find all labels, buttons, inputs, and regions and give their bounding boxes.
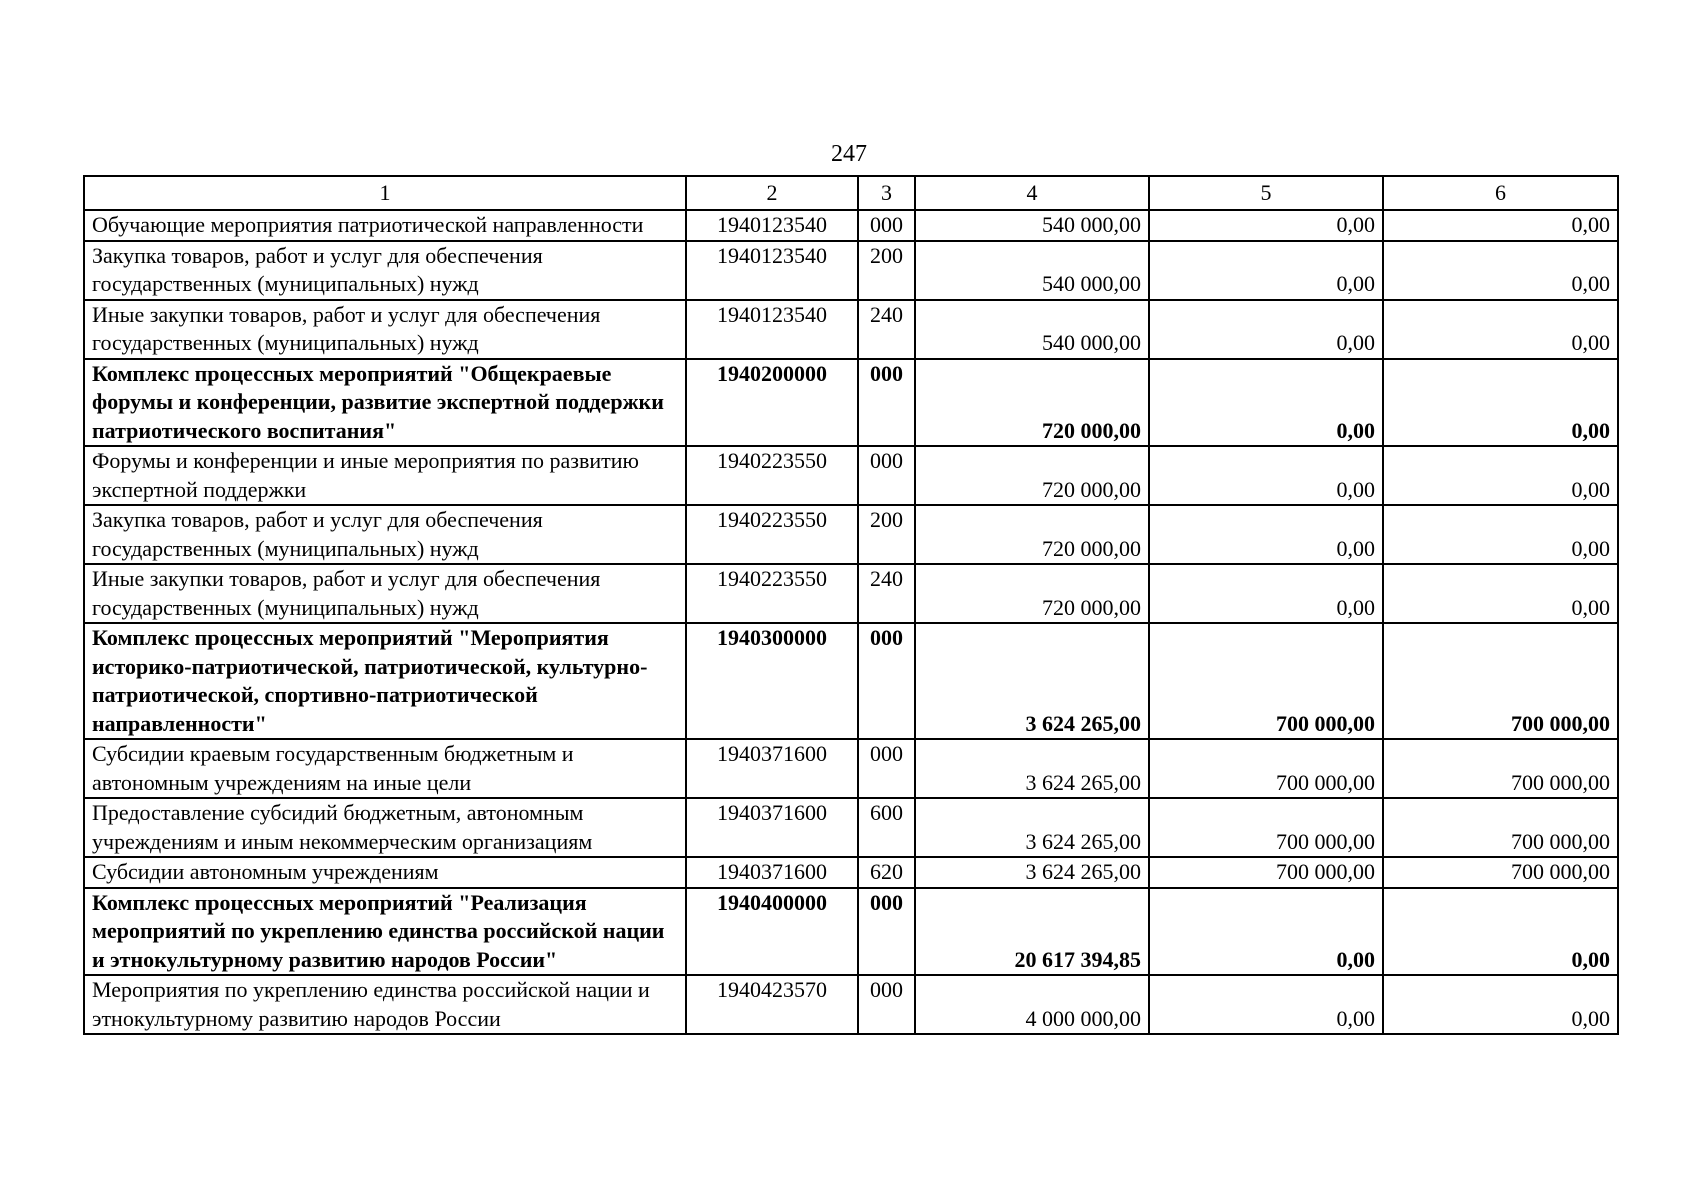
amount-column-5-cell: 0,00 [1149, 564, 1383, 623]
amount-column-5-cell: 700 000,00 [1149, 857, 1383, 888]
expense-type-cell: 200 [858, 505, 915, 564]
amount-column-6-cell: 700 000,00 [1383, 857, 1618, 888]
budget-table [83, 175, 1619, 1035]
amount-column-6-cell: 700 000,00 [1383, 798, 1618, 857]
expense-type-cell: 000 [858, 210, 915, 241]
amount-column-5-cell: 0,00 [1149, 210, 1383, 241]
table-row-group [84, 888, 1618, 976]
amount-column-4-cell: 3 624 265,00 [915, 739, 1149, 798]
target-article-code-cell: 1940371600 [686, 798, 858, 857]
table-row-group [84, 359, 1618, 447]
amount-column-4-cell: 3 624 265,00 [915, 798, 1149, 857]
target-article-code-cell: 1940123540 [686, 300, 858, 359]
row-name-cell: Закупка товаров, работ и услуг для обеспечения государственных (муниципальных) нужд [84, 505, 686, 564]
row-name-cell: Закупка товаров, работ и услуг для обеспечения государственных (муниципальных) нужд [84, 241, 686, 300]
row-name-cell: Субсидии автономным учреждениям [84, 857, 686, 888]
amount-column-4-cell: 3 624 265,00 [915, 857, 1149, 888]
amount-column-5-cell: 700 000,00 [1149, 798, 1383, 857]
amount-column-4-cell: 720 000,00 [915, 505, 1149, 564]
amount-column-4-cell: 3 624 265,00 [915, 623, 1149, 739]
expense-type-cell: 240 [858, 300, 915, 359]
table-row [84, 564, 1618, 623]
table-row [84, 857, 1618, 888]
amount-column-6-cell: 0,00 [1383, 210, 1618, 241]
column-header: 5 [1149, 176, 1383, 210]
amount-column-5-cell: 0,00 [1149, 505, 1383, 564]
amount-column-4-cell: 20 617 394,85 [915, 888, 1149, 976]
table-row [84, 739, 1618, 798]
amount-column-4-cell: 540 000,00 [915, 210, 1149, 241]
table-row-group [84, 623, 1618, 739]
amount-column-5-cell: 700 000,00 [1149, 739, 1383, 798]
table-row [84, 798, 1618, 857]
row-name-cell: Комплекс процессных мероприятий "Общекраевые форумы и конференции, развитие экспертной поддержки патриотического воспитания" [84, 359, 686, 447]
amount-column-4-cell: 720 000,00 [915, 446, 1149, 505]
amount-column-4-cell: 720 000,00 [915, 564, 1149, 623]
amount-column-6-cell: 0,00 [1383, 564, 1618, 623]
amount-column-4-cell: 720 000,00 [915, 359, 1149, 447]
table-row [84, 210, 1618, 241]
target-article-code-cell: 1940123540 [686, 210, 858, 241]
amount-column-5-cell: 0,00 [1149, 888, 1383, 976]
target-article-code-cell: 1940423570 [686, 975, 858, 1034]
row-name-cell: Иные закупки товаров, работ и услуг для обеспечения государственных (муниципальных) нужд [84, 564, 686, 623]
amount-column-5-cell: 0,00 [1149, 446, 1383, 505]
column-number-header-row [84, 176, 1618, 210]
row-name-cell: Обучающие мероприятия патриотической направленности [84, 210, 686, 241]
table-row [84, 241, 1618, 300]
amount-column-5-cell: 700 000,00 [1149, 623, 1383, 739]
amount-column-6-cell: 0,00 [1383, 446, 1618, 505]
amount-column-6-cell: 0,00 [1383, 241, 1618, 300]
amount-column-6-cell: 700 000,00 [1383, 739, 1618, 798]
expense-type-cell: 000 [858, 739, 915, 798]
budget-table-body [84, 176, 1618, 1034]
expense-type-cell: 000 [858, 359, 915, 447]
row-name-cell: Мероприятия по укреплению единства российской нации и этнокультурному развитию народов России [84, 975, 686, 1034]
column-header: 2 [686, 176, 858, 210]
target-article-code-cell: 1940223550 [686, 564, 858, 623]
amount-column-6-cell: 700 000,00 [1383, 623, 1618, 739]
row-name-cell: Предоставление субсидий бюджетным, автономным учреждениям и иным некоммерческим организациям [84, 798, 686, 857]
expense-type-cell: 000 [858, 888, 915, 976]
amount-column-4-cell: 4 000 000,00 [915, 975, 1149, 1034]
target-article-code-cell: 1940371600 [686, 739, 858, 798]
amount-column-5-cell: 0,00 [1149, 359, 1383, 447]
amount-column-6-cell: 0,00 [1383, 975, 1618, 1034]
expense-type-cell: 000 [858, 446, 915, 505]
amount-column-5-cell: 0,00 [1149, 241, 1383, 300]
expense-type-cell: 000 [858, 975, 915, 1034]
amount-column-6-cell: 0,00 [1383, 505, 1618, 564]
row-name-cell: Комплекс процессных мероприятий "Мероприятия историко-патриотической, патриотической, культурно-патриотической, спортивно-патриотической направленности" [84, 623, 686, 739]
target-article-code-cell: 1940223550 [686, 505, 858, 564]
column-header: 3 [858, 176, 915, 210]
row-name-cell: Субсидии краевым государственным бюджетным и автономным учреждениям на иные цели [84, 739, 686, 798]
target-article-code-cell: 1940371600 [686, 857, 858, 888]
amount-column-6-cell: 0,00 [1383, 359, 1618, 447]
amount-column-4-cell: 540 000,00 [915, 241, 1149, 300]
table-row [84, 300, 1618, 359]
row-name-cell: Комплекс процессных мероприятий "Реализация мероприятий по укреплению единства российской нации и этнокультурному развитию народов России" [84, 888, 686, 976]
expense-type-cell: 600 [858, 798, 915, 857]
target-article-code-cell: 1940223550 [686, 446, 858, 505]
amount-column-4-cell: 540 000,00 [915, 300, 1149, 359]
table-row [84, 505, 1618, 564]
row-name-cell: Иные закупки товаров, работ и услуг для обеспечения государственных (муниципальных) нужд [84, 300, 686, 359]
column-header: 4 [915, 176, 1149, 210]
target-article-code-cell: 1940123540 [686, 241, 858, 300]
expense-type-cell: 000 [858, 623, 915, 739]
amount-column-6-cell: 0,00 [1383, 300, 1618, 359]
target-article-code-cell: 1940200000 [686, 359, 858, 447]
row-name-cell: Форумы и конференции и иные мероприятия по развитию экспертной поддержки [84, 446, 686, 505]
amount-column-5-cell: 0,00 [1149, 975, 1383, 1034]
expense-type-cell: 240 [858, 564, 915, 623]
column-header: 6 [1383, 176, 1618, 210]
target-article-code-cell: 1940400000 [686, 888, 858, 976]
table-row [84, 446, 1618, 505]
expense-type-cell: 200 [858, 241, 915, 300]
page-number: 247 [831, 141, 867, 167]
expense-type-cell: 620 [858, 857, 915, 888]
table-row [84, 975, 1618, 1034]
column-header: 1 [84, 176, 686, 210]
target-article-code-cell: 1940300000 [686, 623, 858, 739]
amount-column-5-cell: 0,00 [1149, 300, 1383, 359]
amount-column-6-cell: 0,00 [1383, 888, 1618, 976]
